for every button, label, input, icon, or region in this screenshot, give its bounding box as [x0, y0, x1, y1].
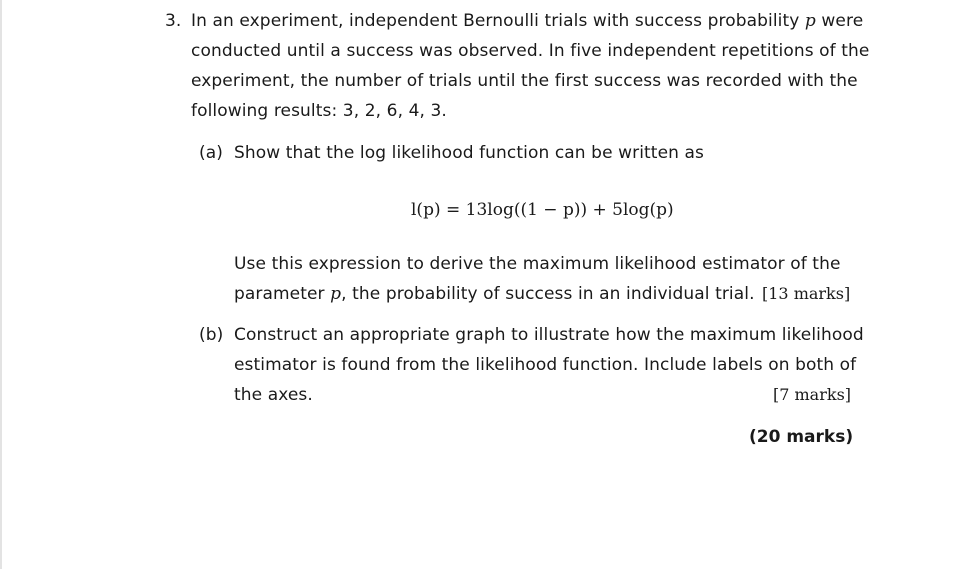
log-likelihood-formula: l(p) = 13log((1 − p)) + 5log(p): [411, 200, 674, 220]
param-p-symbol-a: p: [330, 284, 342, 304]
param-p-symbol: p: [804, 11, 816, 31]
part-a-line-3-after: , the probability of success in an individual trial.: [341, 284, 755, 304]
part-a-line-3-before: parameter: [234, 284, 325, 304]
part-b-line-1: Construct an appropriate graph to illustrate how the maximum likelihood: [234, 325, 864, 345]
part-a-label: (a): [199, 143, 223, 163]
question-number: 3.: [165, 11, 182, 31]
part-b-label: (b): [199, 325, 224, 345]
question-intro-line-1: [191, 10, 863, 32]
intro-text-1a: In an experiment, independent Bernoulli trials with success probability: [191, 11, 800, 31]
part-b-line-3: the axes.: [234, 385, 313, 405]
part-b-marks: [7 marks]: [773, 385, 852, 404]
part-a-marks: [13 marks]: [762, 284, 851, 303]
total-marks: (20 marks): [749, 427, 854, 447]
page-edge: [0, 0, 2, 569]
part-a-line-1: Show that the log likelihood function can be written as: [234, 143, 704, 163]
part-a-line-2: Use this expression to derive the maximum likelihood estimator of the: [234, 254, 841, 274]
part-a-line-3: [234, 283, 755, 305]
intro-text-1b: were: [821, 11, 864, 31]
question-intro-line-4: following results: 3, 2, 6, 4, 3.: [191, 101, 447, 121]
question-intro-line-2: conducted until a success was observed. In five independent repetitions of the: [191, 41, 870, 61]
part-b-line-2: estimator is found from the likelihood function. Include labels on both of: [234, 355, 857, 375]
question-intro-line-3: experiment, the number of trials until the first success was recorded with the: [191, 71, 858, 91]
